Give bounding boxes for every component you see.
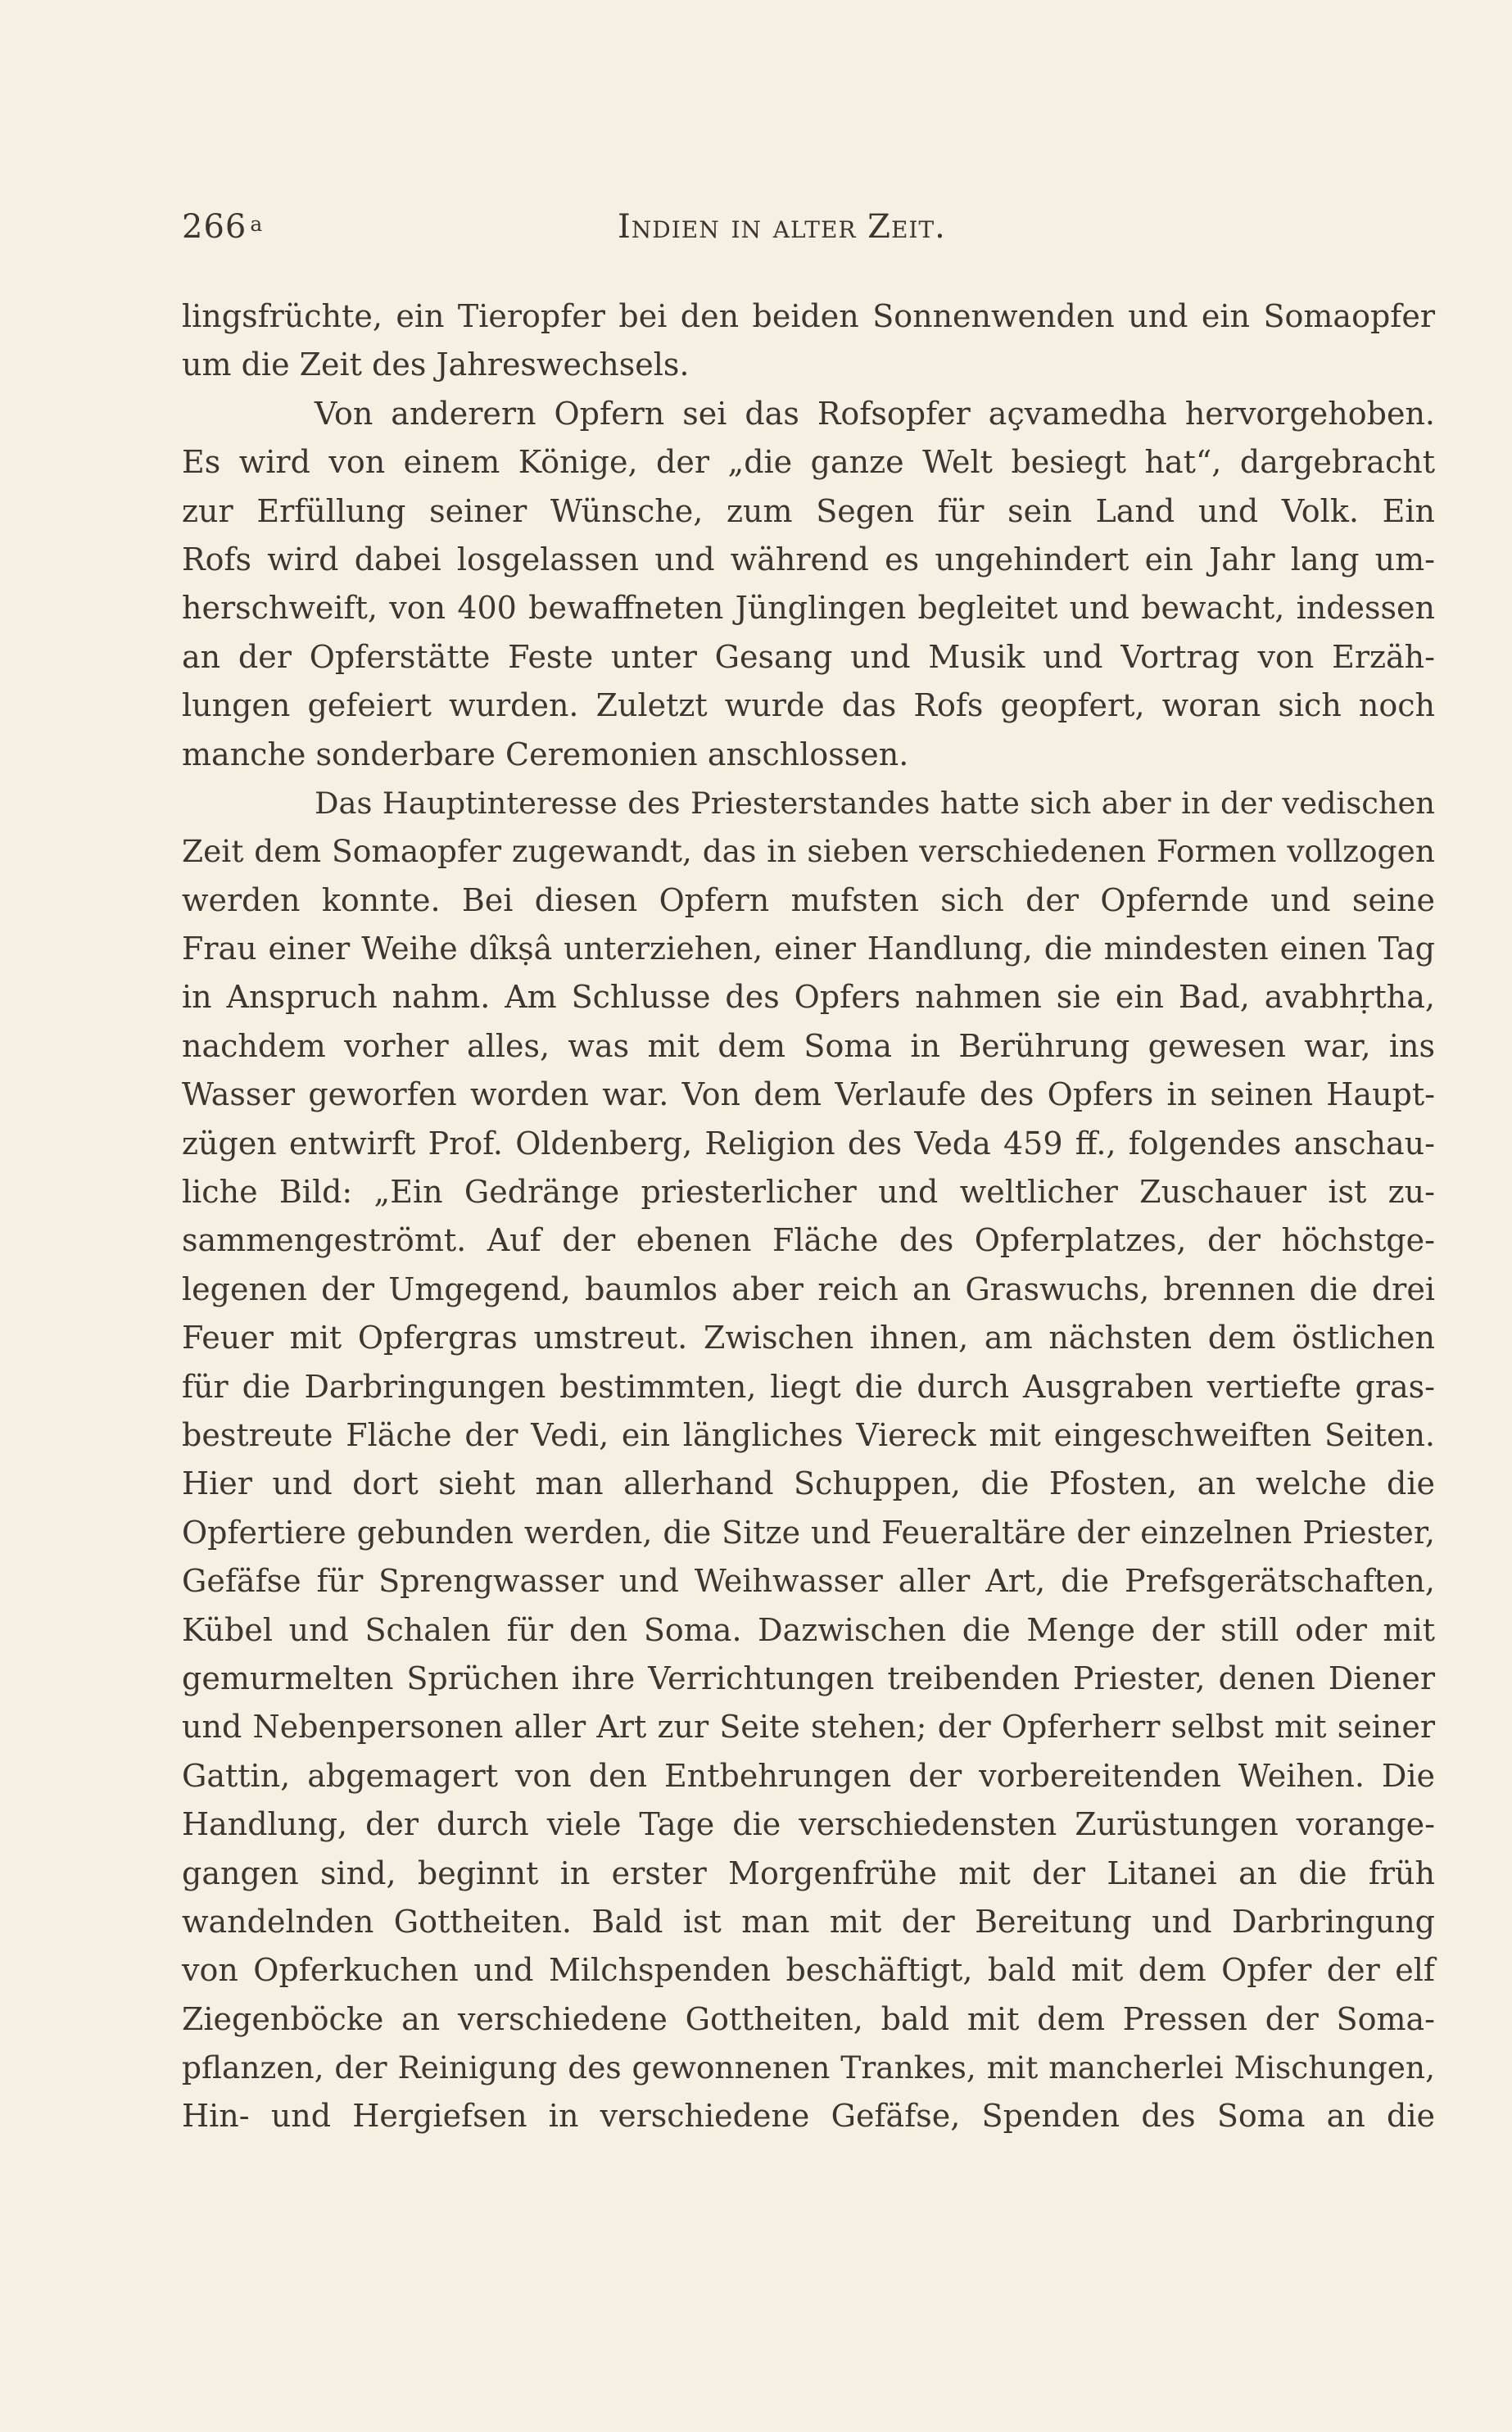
text-line: Gefäfse für Sprengwasser und Weihwasser aller Art, die Prefsgerätschaften, (182, 1563, 1435, 1600)
text-line: nachdem vorher alles, was mit dem Soma in Berührung gewesen war, ins (182, 1027, 1435, 1064)
text-line: lingsfrüchte, ein Tieropfer bei den beiden Sonnenwenden und ein Somaopfer (182, 298, 1435, 334)
page-header (182, 208, 1435, 257)
text-line: lungen gefeiert wurden. Zuletzt wurde das Rofs geopfert, woran sich noch (182, 687, 1435, 724)
text-line: Ziegenböcke an verschiedene Gottheiten, bald mit dem Pressen der Soma- (182, 2000, 1435, 2037)
text-line: um die Zeit des Jahreswechsels. (182, 346, 690, 383)
text-line: Hin- und Hergiefsen in verschiedene Gefäfse, Spenden des Soma an die (182, 2098, 1435, 2135)
text-line: Feuer mit Opfergras umstreut. Zwischen ihnen, am nächsten dem östlichen (182, 1320, 1435, 1356)
text-line: bestreute Fläche der Vedi, ein längliches Viereck mit eingeschweiften Seiten. (182, 1416, 1435, 1453)
text-line: pflanzen, der Reinigung des gewonnenen Trankes, mit mancherlei Mischungen, (182, 2049, 1435, 2086)
page-number-suffix: a (250, 212, 264, 236)
text-line: zur Erfüllung seiner Wünsche, zum Segen für sein Land und Volk. Ein (182, 492, 1435, 529)
text-line: legenen der Umgegend, baumlos aber reich an Graswuchs, brennen die drei (182, 1270, 1435, 1307)
text-line: wandelnden Gottheiten. Bald ist man mit der Bereitung und Darbringung (182, 1903, 1435, 1940)
text-line: manche sonderbare Ceremonien anschlossen. (182, 736, 909, 772)
text-line: Es wird von einem Könige, der „die ganze Welt besiegt hat“, dargebracht (182, 444, 1435, 481)
text-line: von Opferkuchen und Milchspenden beschäftigt, bald mit dem Opfer der elf (182, 1952, 1435, 1989)
text-line: Gattin, abgemagert von den Entbehrungen der vorbereitenden Weihen. Die (182, 1757, 1435, 1794)
text-line: an der Opferstätte Feste unter Gesang und Musik und Vortrag von Erzäh- (182, 638, 1435, 675)
text-line: herschweift, von 400 bewaffneten Jünglingen begleitet und bewacht, indessen (182, 590, 1435, 627)
text-line: Das Hauptinteresse des Priesterstandes hatte sich aber in der vedischen (315, 785, 1435, 821)
text-line: Handlung, der durch viele Tage die verschiedensten Zurüstungen vorange- (182, 1806, 1435, 1843)
text-line: zügen entwirft Prof. Oldenberg, Religion des Veda 459 ff., folgendes anschau- (182, 1125, 1435, 1162)
page-number: 266 $^a$ (182, 208, 264, 246)
text-line: Von anderern Opfern sei das Rofsopfer açvamedha hervorgehoben. (315, 395, 1435, 432)
text-line: Rofs wird dabei losgelassen und während es ungehindert ein Jahr lang um- (182, 541, 1435, 577)
text-line: Frau einer Weihe dîkṣâ unterziehen, einer Handlung, die mindesten einen Tag (182, 931, 1435, 967)
text-line: sammengeströmt. Auf der ebenen Fläche des Opferplatzes, der höchstge- (182, 1222, 1435, 1259)
text-line: liche Bild: „Ein Gedränge priesterlicher und weltlicher Zuschauer ist zu- (182, 1174, 1435, 1211)
text-line: Zeit dem Somaopfer zugewandt, das in sieben verschiedenen Formen vollzogen (182, 833, 1435, 870)
text-line: in Anspruch nahm. Am Schlusse des Opfers nahmen sie ein Bad, avabhṛtha, (182, 979, 1435, 1016)
text-line: Opfertiere gebunden werden, die Sitze und Feueraltäre der einzelnen Priester, (182, 1514, 1435, 1551)
running-title: Indien in alter Zeit. (618, 208, 946, 246)
body-text (182, 292, 1435, 2141)
text-line: werden konnte. Bei diesen Opfern mufsten sich der Opfernde und seine (182, 881, 1435, 918)
text-line: gangen sind, beginnt in erster Morgenfrühe mit der Litanei an die früh (182, 1855, 1435, 1891)
text-line: und Nebenpersonen aller Art zur Seite stehen; der Opferherr selbst mit seiner (182, 1709, 1435, 1746)
text-line: gemurmelten Sprüchen ihre Verrichtungen treibenden Priester, denen Diener (182, 1660, 1435, 1696)
text-line: Kübel und Schalen für den Soma. Dazwischen die Menge der still oder mit (182, 1611, 1435, 1648)
text-line: Hier und dort sieht man allerhand Schuppen, die Pfosten, an welche die (182, 1465, 1435, 1502)
text-line: für die Darbringungen bestimmten, liegt die durch Ausgraben vertiefte gras- (182, 1368, 1435, 1405)
text-line: Wasser geworfen worden war. Von dem Verlaufe des Opfers in seinen Haupt- (182, 1076, 1435, 1113)
